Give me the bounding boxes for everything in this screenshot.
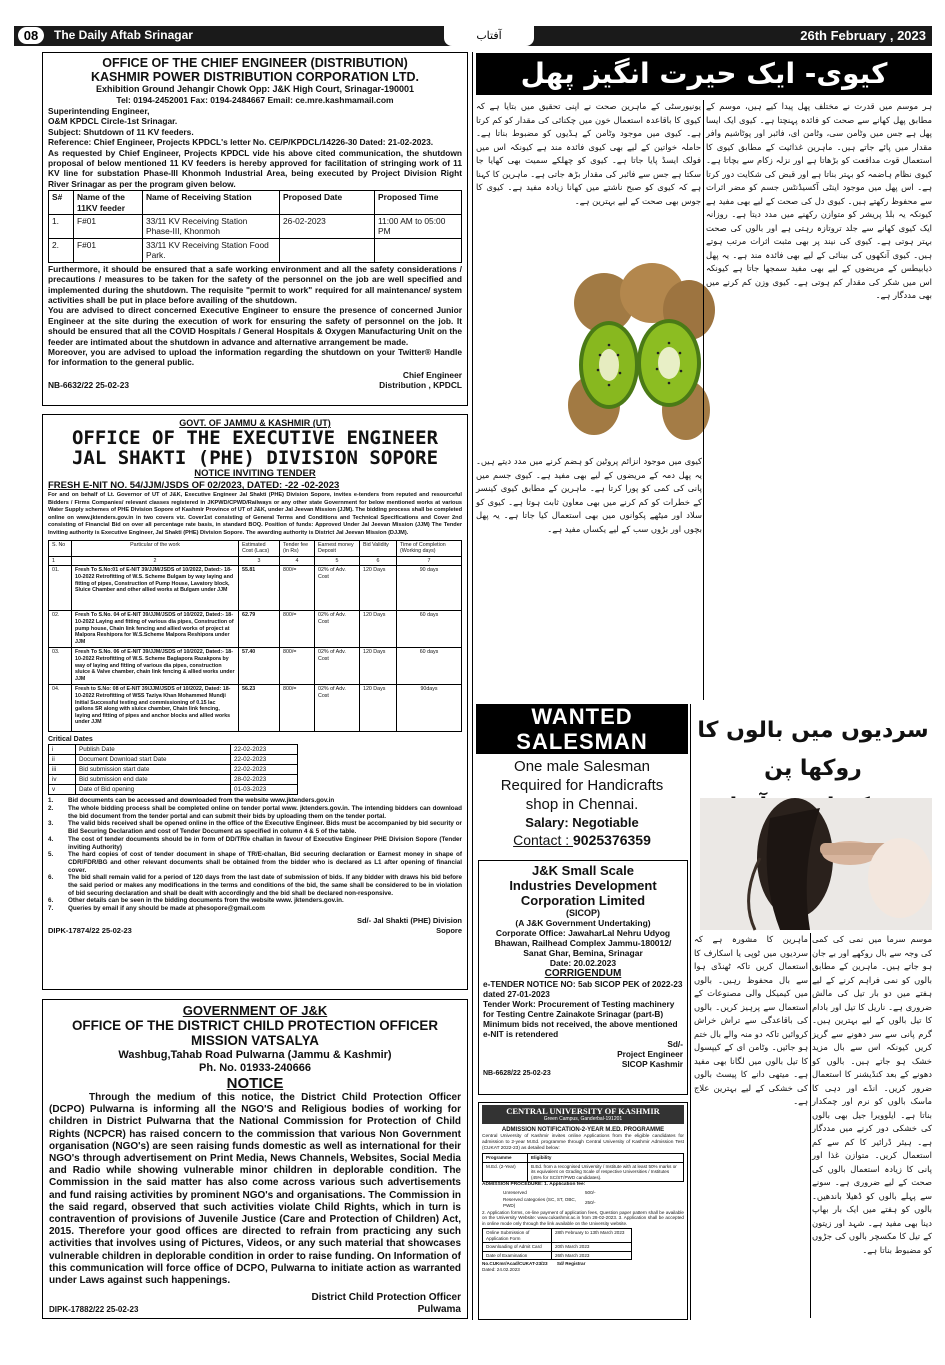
- sicop-office: Corporate Office: JawaharLal Nehru Udyog Bhawan, Railhead Complex Jammu-180012/ Sanat Ghar, Bemina, Srinagar: [494, 928, 672, 958]
- column-divider: [690, 704, 691, 1320]
- table-cell: 800/=: [280, 611, 315, 648]
- sicop-title-2: Industries Development: [509, 878, 657, 893]
- wanted-line-2: Required for Handicrafts: [500, 777, 664, 794]
- table-cell: 2: [72, 556, 239, 566]
- table-cell: 500/-: [585, 1189, 596, 1195]
- cuk-notification: ADMISSION NOTIFICATION-2-YEAR M.ED. PROGRAMME: [501, 1127, 665, 1133]
- table-row: [49, 745, 298, 755]
- table-cell: 1.: [49, 215, 74, 239]
- table-row: [502, 1196, 596, 1209]
- kpdcl-recipient-1: Superintending Engineer,: [48, 106, 150, 116]
- list-item: [48, 874, 462, 897]
- phe-footer: [48, 926, 462, 937]
- list-item-text: Bid documents can be accessed and downloaded from the website www.jktenders.gov.in: [68, 797, 335, 805]
- table-row: [502, 1189, 596, 1197]
- list-item-text: Other details can be seen in the bidding documents from the website www. jktenders.gov.in.: [68, 897, 344, 905]
- table-cell: Fresh To S.No. 06 of E-NIT 39/JJM/JSDS of 10/2022, Dated:- 18-10-2022 Retrofitting of W.S. Scheme Baglapora Razakpora by way of laying and fitting of various dia pipes, construction sluice & Valve chamber, chain link fencing & allied works under JJM: [72, 648, 239, 685]
- table-cell: 01-03-2023: [231, 785, 298, 795]
- cuk-fee-table: [502, 1189, 596, 1210]
- table-header-cell: S#: [49, 191, 74, 215]
- hair-column-left: [694, 933, 808, 1318]
- table-row: [49, 785, 298, 795]
- dcpo-signatory-2: Pulwama: [417, 1304, 461, 1316]
- table-cell: Fresh To S.No. 04 of E-NIT 39/JJM/JSDS of 10/2022, Dated:- 18-10-2022 Laying and fitting of various dia pipes, Construction of pump house, Chain link fencing and allied works of project at Malpora Reshipora for W.S.Scheme Malpora Reshipora under JJM: [72, 611, 239, 648]
- sicop-title-3: Corporation Limited: [520, 893, 646, 908]
- phe-intro: For and on behalf of Lt. Governor of UT of J&K, Executive Engineer Jal Shakti (PHE) Division Sopore, invites e-tenders from reputed and resourceful Bidders / Firms Companies/ relevant classes registered in JKPWD/CPWD/Railways or any other state Government for below mentioned works at various Water Supply schemes of PHE Division Sopore of Kashmir Province of UT of J&K, under Jal Jeevan Mission (JJM). The bidding process shall be completed online on www.jktenders.gov.in in two covers viz. Cover1st consisting of General Terms and Conditions and Technical Specifications and Cover 2nd consisting of Financial Bid on over all percentage rate basis, in standard BOQ. Position of funds: Approved Under Jal Jeevan Mission (JJM) The Tender Inviting authority is Executive Engineer, Jal Shakti (PHE) Division Sopore. The awarding authority is District Jal Jeevan Mission (DJJM).: [48, 492, 462, 536]
- kiwi-col-right-text: ہر موسم میں قدرت نے مختلف پھل پیدا کیے ہیں، موسم کے مطابق پھل کھانے سے صحت کو فائدہ پہنچتا ہے۔ کیوی ایک ایسا پھل ہے جس میں وٹامن سی، وٹامن ای، فائبر اور پوٹاشیم وافر مقدار میں پائے جاتے ہیں۔ ماہرین غذائیت کے مطابق کیوی کا استعمال قوت مدافعت کو بڑھاتا ہے اور نزلہ زکام سے بچاتا ہے۔ کیوی نظام ہاضمہ کو بہتر بناتا ہے اور قبض کی شکایت دور کرتا ہے۔ اس پھل میں موجود اینٹی آکسیڈنٹس جسم کو مضر اثرات سے محفوظ رکھتے ہیں۔ کیوی دل کی صحت کے لیے بھی مفید ہے کیونکہ یہ بلڈ پریشر کو متوازن رکھنے میں مدد دیتا ہے۔ روزانہ ایک کیوی کھانے سے جلد تروتازہ رہتی ہے اور بالوں کی صحت بہتر ہوتی ہے۔ کیوی کی نیند پر بھی مثبت اثرات مرتب ہوتے ہیں۔ کیوی آنکھوں کی بینائی کے لیے بھی فائدہ مند ہے۔ یہ پھل ذیابیطس کے مریضوں کے لیے بھی مفید سمجھا جاتا ہے کیونکہ اس میں شکر کی مقدار کم ہوتی ہے۔ کیوی وزن کم کرنے میں بھی مددگار ہے۔: [706, 101, 932, 300]
- cuk-ref-no: No.CUKmr/Acad/CUKAT-23/23: [482, 1261, 548, 1267]
- table-header-row: [49, 540, 462, 556]
- kiwi-column-mid: [476, 100, 701, 280]
- list-item: [48, 836, 462, 851]
- list-item-number: 4.: [48, 835, 54, 843]
- sicop-work: Tender Work: Procurement of Testing machinery for Testing Centre Zainakote Srinagar (part-B): [483, 999, 675, 1019]
- table-cell: Document Download start Date: [76, 755, 231, 765]
- sicop-bids: Minimum bids not received, the above mentioned e-NIT is retendered: [483, 1019, 678, 1039]
- kpdcl-footer: [48, 380, 462, 391]
- table-header-cell: Bid Validity: [360, 540, 397, 556]
- cuk-intro: Central University of Kashmir invites online Applications from the eligible candidates for admission to 2-year M.Ed. programme through Central University of Kashmir Admission Test (CUKAT 2022-23) as detailed below:: [482, 1134, 684, 1151]
- table-row: [49, 685, 462, 732]
- table-cell: 22-02-2023: [231, 745, 298, 755]
- table-cell: 26-02-2023: [280, 215, 375, 239]
- table-cell: 90days: [397, 685, 462, 732]
- table-row: [49, 566, 462, 611]
- phe-signatory-1: Sd/- Jal Shakti (PHE) Division: [356, 915, 462, 925]
- table-cell: 56.23: [239, 685, 280, 732]
- cuk-procedure-2: 2. Application forms, on-line payment of application fees, Question paper pattern shall be available on the University Website: www.cukashmir.ac.in from 28-02-2023. 3. Application shall be accepted in online mode only through the link available on the University website.: [482, 1209, 684, 1227]
- wanted-title-1: WANTED: [531, 704, 633, 729]
- issue-date: 26th February , 2023: [800, 28, 926, 43]
- table-cell: 2.: [49, 238, 74, 262]
- table-row: [49, 215, 462, 239]
- kpdcl-signatory-1: Chief Engineer: [402, 369, 462, 380]
- table-cell: Online Submission of Application Form: [483, 1229, 552, 1243]
- table-header-cell: Programme: [483, 1154, 528, 1163]
- table-row: [483, 1251, 632, 1260]
- wanted-contact-label: Contact :: [513, 832, 574, 848]
- newspaper-name: The Daily Aftab Srinagar: [54, 28, 193, 42]
- dcpo-phone: Ph. No. 01933-240666: [199, 1062, 311, 1074]
- hair-photo: [700, 798, 932, 930]
- table-cell: 5: [315, 556, 360, 566]
- table-cell: 26th March 2023: [552, 1251, 632, 1260]
- dcpo-nb-code: DIPK-17882/22 25-02-23: [49, 1305, 139, 1314]
- table-cell: Reserved categories (SC, ST, OBC, PWD): [503, 1197, 577, 1209]
- sicop-signatory-2: SICOP Kashmir: [621, 1059, 683, 1069]
- table-cell: [280, 238, 375, 262]
- sicop-corrigendum-label: CORRIGENDUM: [544, 968, 622, 979]
- wanted-salary: Salary: Negotiable: [525, 815, 639, 830]
- table-cell: 02% of Adv. Cost: [315, 685, 360, 732]
- table-cell: M.Ed. (2-Year): [483, 1162, 528, 1182]
- table-header-row: [483, 1154, 684, 1163]
- table-cell: v: [49, 785, 76, 795]
- sicop-signatory-1: Project Engineer: [617, 1049, 683, 1059]
- phe-enit-number: FRESH E-NIT NO. 54/JJM/JSDS OF 02/2023, DATED: -22 -02-2023: [48, 480, 340, 491]
- list-item-text: The hard copies of cost of tender document in shape of TR/E-challan, Bid securing declaration or Earnest money in shape of CDR/FDR/BG and other relevant documents shall be obtained from the bidder who is declared as L1 after opening of financial cover.: [68, 851, 462, 874]
- kpdcl-reference: Reference: Chief Engineer, Projects KPDCL's letter No. CE/P/KPDCL/14226-30 Dated: 21-02-2023.: [48, 137, 434, 148]
- sicop-corrigendum: [478, 860, 688, 1095]
- table-cell: 120 Days: [360, 611, 397, 648]
- table-header-cell: Estimated Cost (Lacs): [239, 540, 280, 556]
- table-cell: 02% of Adv. Cost: [315, 648, 360, 685]
- kpdcl-para-2: Furthermore, it should be ensured that a safe working environment and all the safety considerations / precautions / measures to be taken for the safety of the personnel on the job are well specified and implemented during the shutdown. The requisite "permit to work" required for all maintenance/ system activities shall be put in place before availing of the shutdown.: [48, 263, 462, 305]
- table-header-cell: Proposed Time: [375, 191, 462, 215]
- table-cell: Fresh to S.No: 08 of E-NIT 39/JJM/JSDS of 10/2022, Dated: 18-10-2022 Retrofitting of WSS Taziya Khan Mohammed Mundji Initial Successful testing and commissioning of 0.15 lac gallons SR along with sluice chamber, Chain link fencing, laying and fitting of pipes and anchor blocks and allied works under JJM: [72, 685, 239, 732]
- kpdcl-contact: Tel: 0194-2452001 Fax: 0194-2484667 Email: ce.mre.kashmamail.com: [116, 95, 394, 105]
- wanted-title-box: [476, 704, 688, 754]
- table-cell: 04.: [49, 685, 72, 732]
- cuk-footer: [482, 1261, 684, 1273]
- phe-govt: GOVT. OF JAMMU & KASHMIR (UT): [179, 418, 331, 428]
- phe-tender-notice: [42, 414, 468, 990]
- table-cell: 28-02-2023: [231, 775, 298, 785]
- table-cell: Downloading of Admit Card: [483, 1243, 552, 1252]
- table-cell: 800/=: [280, 685, 315, 732]
- table-cell: 120 Days: [360, 685, 397, 732]
- masthead-logo: آفتاب: [444, 26, 534, 46]
- list-item-number: 6.: [48, 897, 54, 905]
- table-cell: Bid submission end date: [76, 775, 231, 785]
- kpdcl-para-4: Moreover, you are advised to upload the information regarding the shutdown on your Twitter® Handle for information to the general public.: [48, 346, 462, 368]
- table-cell: 28th February to 13th March 2023: [552, 1229, 632, 1243]
- table-row: [49, 611, 462, 648]
- kpdcl-shutdown-table: [48, 190, 462, 262]
- kpdcl-title-1: OFFICE OF THE CHIEF ENGINEER (DISTRIBUTION): [102, 56, 408, 70]
- hair-headline-1: سردیوں میں بالوں کا روکھا پن: [697, 718, 929, 781]
- table-cell: 02% of Adv. Cost: [315, 611, 360, 648]
- table-row: [49, 775, 298, 785]
- table-cell: 3: [239, 556, 280, 566]
- table-cell: 03.: [49, 648, 72, 685]
- table-cell: 22-02-2023: [231, 755, 298, 765]
- list-item-number: 5.: [48, 851, 54, 859]
- hair-headline-box: [694, 712, 932, 798]
- table-cell: 57.40: [239, 648, 280, 685]
- cuk-eligibility-table: [482, 1153, 684, 1182]
- phe-title-1: OFFICE OF THE EXECUTIVE ENGINEER: [71, 427, 439, 449]
- phe-signatory-2: Sopore: [436, 925, 462, 935]
- hair-col-left-text: ماہرین کا مشورہ ہے کہ سردیوں میں ٹوپی یا اسکارف کا استعمال کریں تاکہ ٹھنڈی ہوا سے بال محفوظ رہیں۔ بالوں میں کیمیکل والی مصنوعات کے استعمال سے پرہیز کریں۔ بالوں کی باقاعدگی سے تراش خراش کروائیں تاکہ دو منہ والے بال ختم ہو جائیں۔ وٹامن ای کے کیپسول کا تیل بالوں میں لگانا بھی مفید ہے۔ میتھی دانے کا پیسٹ بالوں کی خشکی کے لیے بہترین علاج ہے۔: [694, 934, 808, 1106]
- table-cell: [375, 238, 462, 262]
- kpdcl-para-3: You are advised to direct concerned Executive Engineer to ensure the presence of concerned Junior Engineer at the site during the execution of work for ensuring the safety of personnel on the job. It should be ensured that all the COVID Hospitals / General Hospitals & Oxygen Manufacturing Unit on the feeder are intimated about the shutdown in advance and alternative arrangement be made.: [48, 305, 462, 347]
- list-item-text: Queries by email if any should be made at phesopore@gmail.com: [68, 905, 265, 913]
- table-cell: 55.81: [239, 566, 280, 611]
- dcpo-title-2: MISSION VATSALYA: [191, 1033, 319, 1048]
- table-cell: Unreserved: [503, 1189, 527, 1195]
- table-cell: 11:00 AM to 05:00 PM: [375, 215, 462, 239]
- table-cell: ii: [49, 755, 76, 765]
- kiwi-col-mid2-text: کیوی میں موجود انزائم پروٹین کو ہضم کرنے میں مدد دیتے ہیں۔ یہ پھل دمہ کے مریضوں کے لیے بھی مفید ہے۔ کیوی جسم میں پانی کی کمی کو پورا کرتا ہے۔ ماہرین کے مطابق کیوی کینسر کے خطرات کو کم کرنے میں بھی معاون ثابت ہوتا ہے۔ کیوی کو سلاد اور میٹھے پکوانوں میں بھی استعمال کیا جاتا ہے۔ یہ پھل بچوں اور بڑوں سب کے لیے یکساں مفید ہے۔: [476, 456, 702, 534]
- dcpo-notice-label: NOTICE: [226, 1075, 284, 1092]
- wanted-title-2: SALESMAN: [516, 729, 648, 754]
- table-row: [483, 1243, 632, 1252]
- dcpo-address: Washbug,Tahab Road Pulwarna (Jammu & Kashmir): [118, 1049, 392, 1061]
- table-header-cell: Tender fee (in Rs): [280, 540, 315, 556]
- table-colnum-row: [49, 556, 462, 566]
- phe-works-table: [48, 540, 462, 733]
- table-cell: 60 days: [397, 648, 462, 685]
- kpdcl-para-1: As requested by Chief Engineer, Projects KPDCL vide his above cited communication, the shutdown proposal of below mentioned 11 KV feeders is hereby approved for facilitation of stringing work of 11 KV line for substation Phase-III Khonmoh Industrial Area, being executed by Project Division Right River Srinagar as per the program given below.: [48, 147, 462, 189]
- table-cell: Date of Bid opening: [76, 785, 231, 795]
- page-header: [14, 26, 932, 46]
- column-divider: [472, 52, 473, 1320]
- table-cell: iv: [49, 775, 76, 785]
- table-cell: 33/11 KV Receiving Station Phase-III, Khonmoh: [143, 215, 280, 239]
- table-row: [49, 648, 462, 685]
- kpdcl-subject: Subject: Shutdown of 11 KV feeders.: [48, 126, 194, 137]
- table-cell: F#01: [74, 238, 143, 262]
- kiwi-col-mid-text: یونیورسٹی کے ماہرین صحت نے اپنی تحقیق میں بتایا ہے کہ کیوی کا باقاعدہ استعمال خون میں چکنائی کی مقدار کو کم کرتا ہے۔ کیوی میں موجود وٹامن کے ہڈیوں کو مضبوط بناتا ہے۔ حاملہ خواتین کے لیے بھی کیوی فائدہ مند ہے کیونکہ اس میں فولک ایسڈ پایا جاتا ہے۔ کیوی کو چھلکے سمیت بھی کھایا جا سکتا ہے جس سے فائبر کی مقدار بڑھ جاتی ہے۔ ماہرین کا کہنا ہے کہ کیوی کو صبح ناشتے میں کھانا زیادہ مفید ہے۔ کیوی کا جوس بھی صحت کے لیے بہترین ہے۔: [476, 101, 701, 206]
- sicop-sub: (A J&K Government Undertaking): [515, 918, 651, 928]
- sicop-abbr: (SICOP): [565, 908, 600, 918]
- phe-nb-code: DIPK-17874/22 25-02-23: [48, 925, 132, 935]
- table-cell: 33/11 KV Receiving Station Food Park.: [143, 238, 280, 262]
- table-row: [483, 1162, 684, 1182]
- dcpo-body: Through the medium of this notice, the District Child Protection Officer (DCPO) Pulwarna is informing all the NGO'S and Religious bodies of working for children in District Pulwarna that the National Commission for Protection of Child Rights (NCPCR) has raised concern to the commission that various Non Government organisation (NGO's) are seen raising funds domestic as well as international for their NGO's through advertisement on Print Media, News Channels, Websites, Social Media and Radio while showing vulnerable minor children in deplorable condition. The Commission in the said matter has also come across various such advertisements and fund raising activities by prominent NGO's and organisations. The Commission in the said regard, observed that such activities violate Child Rights, which in turn is contravention of provisions of Juvenile Justice (Care and Protection of Children) Act, 2015. Therefore your good offices are directed to refrain from practicing any such activities that involves using of Pictures, Videos, or any such material that showcases vulnerable children in deplorable condition in order to raise funding. On Information of this communication will force office of DCPO, Pulwarna to initiate action as warranted under Laws against such happenings.: [49, 1092, 461, 1287]
- table-header-cell: S. No: [49, 540, 72, 556]
- list-item-number: 3.: [48, 820, 54, 828]
- sicop-sd: Sd/-: [667, 1039, 683, 1049]
- kiwi-photo: [574, 255, 704, 450]
- table-cell: 250/-: [585, 1200, 596, 1206]
- list-item: [48, 897, 462, 905]
- table-cell: 02.: [49, 611, 72, 648]
- table-cell: Publish Date: [76, 745, 231, 755]
- table-cell: 1: [49, 556, 72, 566]
- phe-notice-label: NOTICE INVITING TENDER: [194, 468, 316, 479]
- wanted-contact: [476, 831, 688, 849]
- kpdcl-title-2: KASHMIR POWER DISTRIBUTION CORPORATION LTD.: [91, 70, 419, 84]
- wanted-salesman-ad: [476, 704, 688, 854]
- table-cell: 20th March 2023: [552, 1243, 632, 1252]
- table-cell: 02% of Adv. Cost: [315, 566, 360, 611]
- table-cell: Fresh To S.No:01 of E-NIT 39/JJM/JSDS of 10/2022, Dated:- 18-10-2022 Retrofitting of W.S. Scheme Bulgam by way laying and fitting of pipes, Construction of Pump House, Lavatory block, Sluice Chamber and other allied works at Bulgam under JJM: [72, 566, 239, 611]
- sicop-title-1: J&K Small Scale: [532, 863, 634, 878]
- table-row: [49, 238, 462, 262]
- table-cell: 800/=: [280, 648, 315, 685]
- hair-col-right-text: موسم سرما میں نمی کی کمی کی وجہ سے بال روکھے اور بے جان ہو جاتے ہیں۔ ماہرین کے مطابق بالوں کو نمی فراہم کرنے کے لیے ہفتے میں دو بار تیل کی مالش ضروری ہے۔ ناریل کا تیل اور بادام کا تیل بالوں کے لیے بہترین ہیں۔ گرم پانی سے سر دھونے سے گریز کریں کیونکہ اس سے بال مزید خشک ہو جاتے ہیں۔ بالوں کو دھونے کے بعد کنڈیشنر کا استعمال ضرور کریں۔ انڈے اور دہی کا ماسک بالوں کو نرم اور چمکدار بناتا ہے۔ ایلوویرا جیل بھی بالوں کی خشکی دور کرنے میں مددگار ہے۔ ہیئر ڈرائیر کا کم سے کم استعمال کریں۔ متوازن غذا اور پانی کا زیادہ استعمال بالوں کی صحت کے لیے ضروری ہے۔ سونے سے پہلے بالوں کو ڈھیلا باندھیں۔ بالوں کو ہفتے میں ایک بار بھاپ دینا بھی مفید ہے۔ شہد اور زیتون کے تیل کا مکسچر بالوں کی جڑوں کو مضبوط بناتا ہے۔: [812, 934, 932, 1255]
- phe-critical-dates-title: Critical Dates: [48, 736, 93, 744]
- kpdcl-recipient-2: O&M KPDCL Circle-1st Srinagar.: [48, 116, 178, 127]
- table-cell: 60 days: [397, 611, 462, 648]
- wanted-line-3: shop in Chennai.: [525, 796, 639, 813]
- kiwi-fruit-image: [574, 255, 704, 450]
- kiwi-column-right: [706, 100, 932, 700]
- table-cell: i: [49, 745, 76, 755]
- wanted-contact-number[interactable]: 9025376359: [573, 832, 651, 848]
- table-cell: Date of Examination: [483, 1251, 552, 1260]
- table-row: [49, 765, 298, 775]
- page-number: 08: [18, 27, 44, 44]
- table-cell: 22-02-2023: [231, 765, 298, 775]
- table-cell: 62.79: [239, 611, 280, 648]
- kiwi-column-mid-2: [476, 455, 702, 700]
- kpdcl-shutdown-notice: [42, 52, 468, 406]
- table-row: [483, 1229, 632, 1243]
- table-cell: 120 Days: [360, 648, 397, 685]
- table-header-cell: Name of Receiving Station: [143, 191, 280, 215]
- table-cell: 6: [360, 556, 397, 566]
- dcpo-notice: [42, 999, 468, 1319]
- phe-title-2: JAL SHAKTI (PHE) DIVISION SOPORE: [71, 447, 439, 469]
- list-item: [48, 797, 462, 805]
- dcpo-title-1: OFFICE OF THE DISTRICT CHILD PROTECTION OFFICER: [72, 1018, 438, 1033]
- table-cell: iii: [49, 765, 76, 775]
- phe-critical-dates-table: [48, 744, 298, 795]
- table-cell: 800/=: [280, 566, 315, 611]
- table-header-cell: Proposed Date: [280, 191, 375, 215]
- table-header-cell: Earnest money Deposit: [315, 540, 360, 556]
- cuk-title: CENTRAL UNIVERSITY OF KASHMIR: [506, 1106, 660, 1116]
- hair-brush-image: [700, 798, 932, 930]
- cuk-dated: Dated: 24.02.2023: [482, 1267, 520, 1273]
- cuk-sub: Green Campus, Ganderbal-191201: [543, 1116, 623, 1122]
- dcpo-signatory-1: District Child Protection Officer: [311, 1292, 461, 1304]
- table-header-cell: Particular of the work: [72, 540, 239, 556]
- phe-notes: [48, 797, 462, 913]
- table-cell: 90 days: [397, 566, 462, 611]
- table-cell: B.Ed. from a recognised University / Institute with at least 50% marks or its equivalent on Grading Scale of respective Universities / Institutes (45% for SC/ST/PWD candidates).: [528, 1162, 684, 1182]
- cuk-admission-notice: [478, 1102, 688, 1320]
- table-cell: 120 Days: [360, 566, 397, 611]
- sicop-date: Date: 20.02.2023: [549, 958, 617, 968]
- kiwi-headline: کیوی- ایک حیرت انگیز پھل: [520, 57, 888, 90]
- list-item-number: 1.: [48, 797, 54, 805]
- list-item: [48, 851, 462, 874]
- kiwi-headline-box: [476, 53, 932, 95]
- list-item-text: The whole bidding process shall be completed online on tender portal www. jktenders.gov.in. The intending bidders can download the bid document from the tender portal and can submit their bids by uploading them on the tender portal.: [68, 805, 462, 820]
- table-cell: 7: [397, 556, 462, 566]
- list-item-text: The bid shall remain valid for a period of 120 days from the last date of submission of bids. If any bidder with draws his bid before the said period or makes any modifications in the terms and conditions of the bid, the same shall be considered to be in violation of bid securing declaration and shall be dealt with accordingly and the bid shall be declared non-responsive.: [68, 874, 462, 897]
- cuk-header-bar: [482, 1105, 684, 1124]
- table-header-row: [49, 191, 462, 215]
- dcpo-govt: GOVERNMENT OF J&K: [182, 1003, 328, 1018]
- table-cell: 01.: [49, 566, 72, 611]
- column-divider: [703, 100, 704, 700]
- cuk-dates-table: [482, 1228, 632, 1260]
- cuk-registrar: Sd/ Registrar: [556, 1261, 586, 1267]
- list-item: [48, 820, 462, 835]
- table-cell: F#01: [74, 215, 143, 239]
- column-divider: [810, 933, 811, 1318]
- list-item-number: 6.: [48, 874, 54, 882]
- table-cell: Bid submission start date: [76, 765, 231, 775]
- table-header-cell: Name of the 11KV feeder: [74, 191, 143, 215]
- list-item-number: 7.: [48, 905, 54, 913]
- table-cell: 4: [280, 556, 315, 566]
- list-item-text: The valid bids received shall be opened online in the office of the Executive Engineer. Bids must be accompanied by bid security or Bid Securing Declaration and cost of Tender Document as specified in column 4 & 5 of the table.: [68, 820, 462, 836]
- wanted-line-1: One male Salesman: [514, 758, 650, 775]
- table-row: [49, 755, 298, 765]
- kpdcl-signatory-2: Distribution , KPDCL: [379, 380, 462, 391]
- sicop-tender-no: e-TENDER NOTICE NO: 5ab SICOP PEK of 2022-23 dated 27-01-2023: [483, 979, 683, 999]
- list-item-number: 2.: [48, 805, 54, 813]
- list-item-text: The cost of tender documents should be in form of DD/TR/e challan in favour of Executive Engineer PHE Division Sopore (Tender inviting Authority): [68, 835, 462, 851]
- table-header-cell: Eligibility: [528, 1154, 684, 1163]
- list-item: [48, 805, 462, 820]
- list-item: [48, 905, 462, 913]
- kpdcl-nb-code: NB-6632/22 25-02-23: [48, 380, 130, 391]
- kpdcl-address: Exhibition Ground Jehangir Chowk Opp: J&K High Court, Srinagar-190001: [95, 84, 415, 94]
- hair-column-right: [812, 933, 932, 1318]
- sicop-nb-code: NB-6628/22 25-02-23: [483, 1070, 551, 1077]
- cuk-procedure-title: ADMISSION PROCEDURE: 1. Application fee:: [482, 1182, 586, 1188]
- table-header-cell: Time of Completion (Working days): [397, 540, 462, 556]
